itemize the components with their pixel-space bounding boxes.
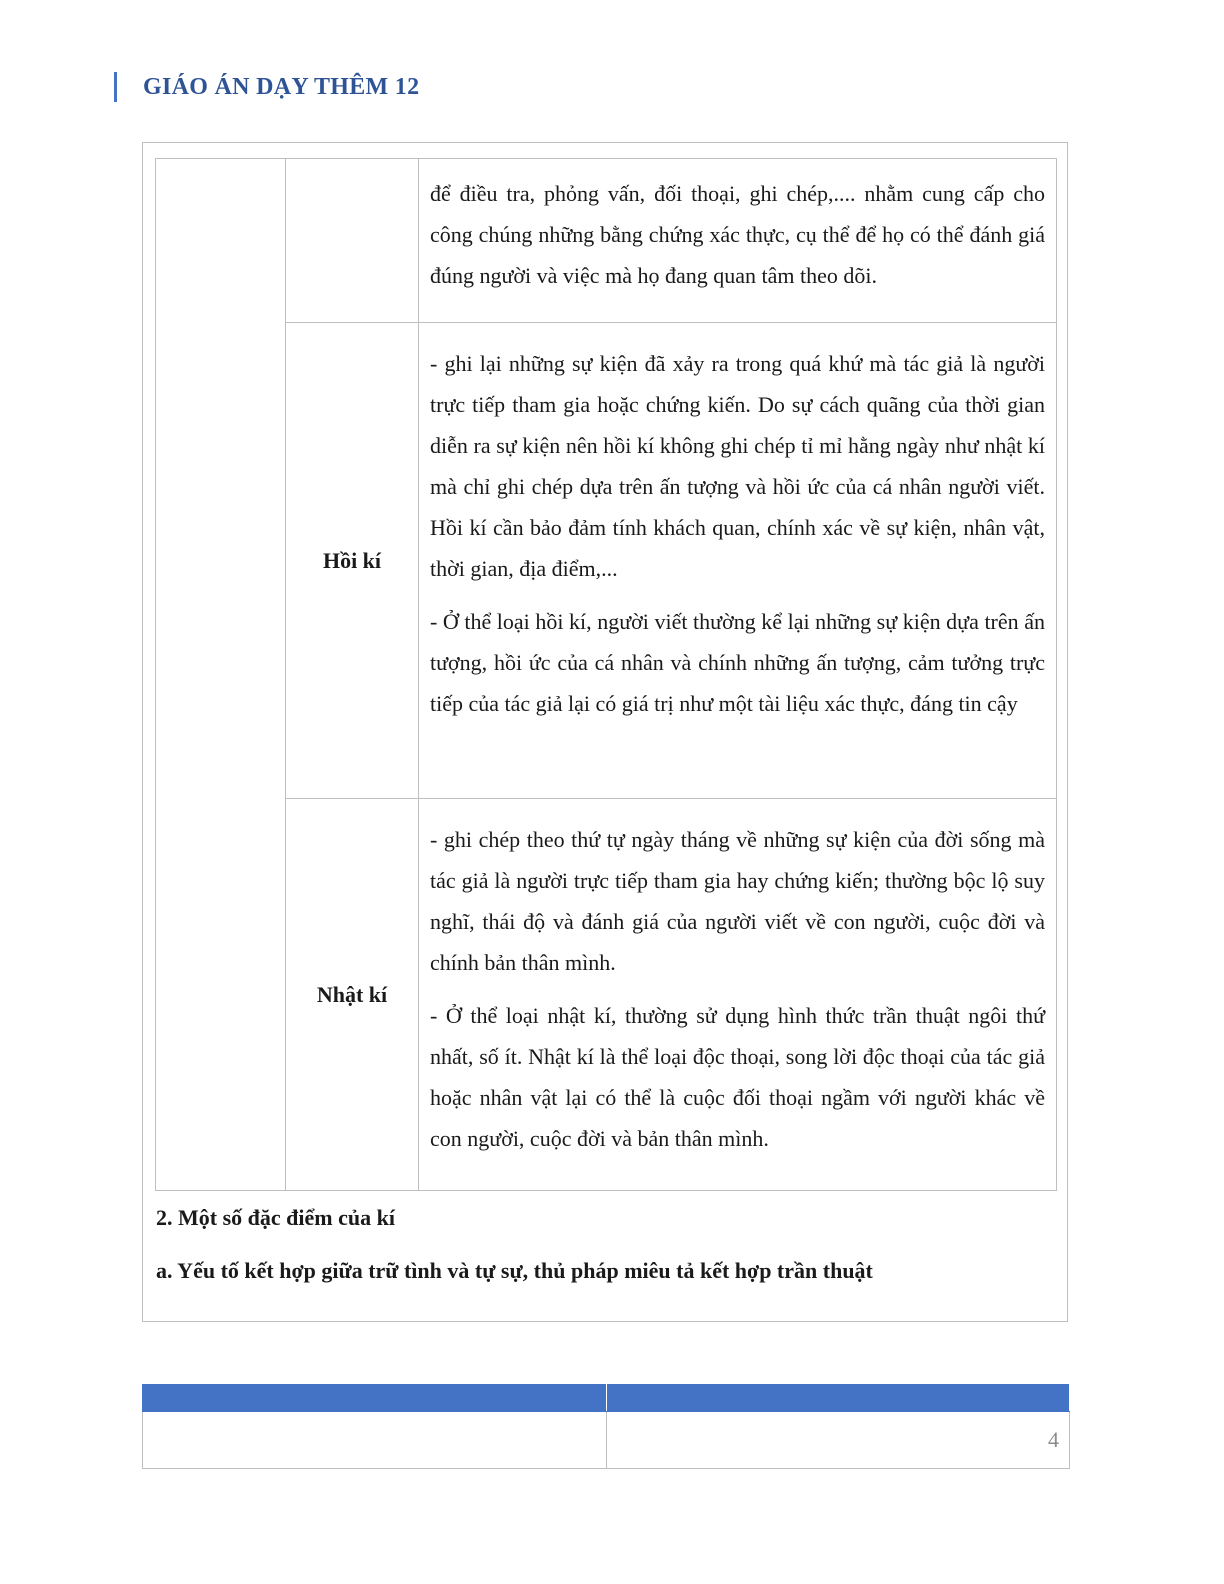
genre-description xyxy=(419,799,1057,1191)
description-paragraph: - ghi lại những sự kiện đã xảy ra trong quá khứ mà tác giả là người trực tiếp tham gia hoặc chứng kiến. Do sự cách quãng của thời gian diễn ra sự kiện nên hồi kí không ghi chép tỉ mỉ hằng ngày như nhật kí mà chỉ ghi chép dựa trên ấn tượng và hồi ức của cá nhân người viết. Hồi kí cần bảo đảm tính khách quan, chính xác về sự kiện, nhân vật, thời gian, địa điểm,... xyxy=(430,351,1045,581)
description-paragraph: để điều tra, phỏng vấn, đối thoại, ghi chép,.... nhằm cung cấp cho công chúng những bằng chứng xác thực, cụ thể để họ có thể đánh giá đúng người và việc mà họ đang quan tâm theo dõi. xyxy=(430,181,1045,288)
genre-description xyxy=(419,323,1057,799)
genre-label-hoi-ki: Hồi kí xyxy=(286,323,419,799)
footer-table xyxy=(142,1384,1070,1469)
table-row xyxy=(156,323,1057,799)
footer-header-cell xyxy=(606,1385,1070,1412)
genre-description xyxy=(419,159,1057,323)
description-paragraph: - ghi chép theo thứ tự ngày tháng về những sự kiện của đời sống mà tác giả là người trực tiếp tham gia hay chứng kiến; thường bộc lộ suy nghĩ, thái độ và đánh giá của người viết về con người, cuộc đời và chính bản thân mình. xyxy=(430,827,1045,975)
footer-header-row xyxy=(143,1385,1070,1412)
description-paragraph: - Ở thể loại nhật kí, thường sử dụng hình thức trần thuật ngôi thứ nhất, số ít. Nhật kí là thể loại độc thoại, song lời độc thoại của tác giả hoặc nhân vật lại có thể là cuộc đối thoại ngầm với người khác về con người, cuộc đời và bản thân mình. xyxy=(430,1003,1045,1151)
description-paragraph: - Ở thể loại hồi kí, người viết thường kể lại những sự kiện dựa trên ấn tượng, hồi ức của cá nhân và chính những ấn tượng, cảm tưởng trực tiếp của tác giả lại có giá trị như một tài liệu xác thực, đáng tin cậy xyxy=(430,609,1045,716)
page-header-title: GIÁO ÁN DẠY THÊM 12 xyxy=(143,74,420,100)
page-number: 4 xyxy=(606,1412,1070,1469)
footer-header-cell xyxy=(143,1385,607,1412)
genre-label-nhat-ki: Nhật kí xyxy=(286,799,419,1191)
footer-body-cell xyxy=(143,1412,607,1469)
header-accent-bar xyxy=(114,72,117,102)
section-heading: 2. Một số đặc điểm của kí xyxy=(156,1205,395,1230)
section-subheading: a. Yếu tố kết hợp giữa trữ tình và tự sự, thủ pháp miêu tả kết hợp trần thuật xyxy=(156,1258,873,1283)
merged-left-cell xyxy=(156,159,286,1191)
genre-label xyxy=(286,159,419,323)
footer-body-row xyxy=(143,1412,1070,1469)
table-row xyxy=(156,159,1057,323)
genre-table xyxy=(155,158,1057,1191)
table-row xyxy=(156,799,1057,1191)
